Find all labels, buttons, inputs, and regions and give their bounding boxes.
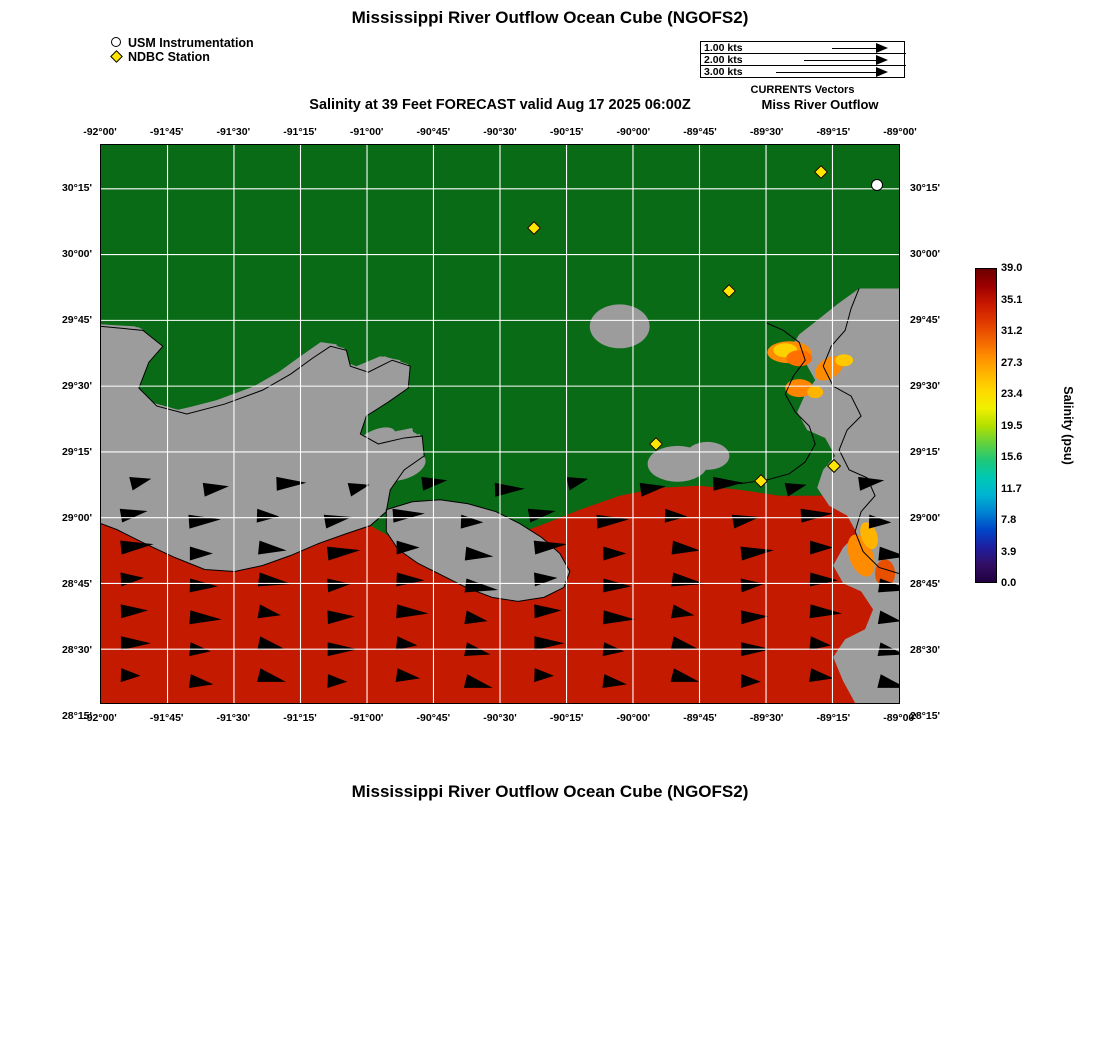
map-panel[interactable] — [100, 144, 900, 704]
vector-arrow-2 — [804, 60, 876, 61]
x-tick-label: -91°15' — [283, 126, 317, 138]
circle-icon — [110, 36, 126, 50]
y-tick-label: 29°30' — [61, 380, 92, 392]
x-tick-label: -89°30' — [749, 126, 784, 138]
colorbar-tick-label: 15.6 — [1001, 451, 1023, 463]
vector-arrow-1 — [832, 48, 876, 49]
x-tick-label: -92°00' — [83, 126, 117, 138]
x-tick-label: -92°00' — [83, 712, 117, 724]
y-tick-label: 28°30' — [910, 644, 941, 656]
colorbar-tick-label: 3.9 — [1001, 545, 1017, 558]
colorbar-tick-label: 27.3 — [1001, 356, 1023, 369]
vector-key-label-3: 3.00 kts — [704, 66, 743, 78]
diamond-icon — [754, 474, 768, 488]
x-tick-label: -89°15' — [816, 126, 851, 138]
x-tick-label: -89°00' — [883, 712, 917, 724]
y-tick-label: 28°45' — [61, 578, 92, 590]
map-subtitle: Salinity at 39 Feet FORECAST valid Aug 17 2025 06:00Z — [309, 97, 691, 113]
diamond-icon — [110, 50, 126, 64]
y-tick-label: 29°00' — [61, 512, 92, 524]
vector-arrow-3 — [776, 72, 876, 73]
y-tick-label: 30°15' — [61, 182, 92, 194]
y-tick-label: 30°15' — [910, 182, 941, 194]
diamond-icon — [649, 437, 663, 451]
vector-key-label-1: 1.00 kts — [704, 42, 743, 54]
x-tick-label: -90°45' — [416, 126, 451, 138]
legend-item-ndbc-label: NDBC Station — [128, 50, 210, 64]
y-tick-label: 29°00' — [910, 512, 941, 524]
x-tick-label: -91°00' — [349, 712, 384, 724]
colorbar — [975, 262, 1085, 589]
x-tick-label: -90°30' — [483, 126, 517, 138]
y-tick-label: 28°15' — [61, 710, 92, 722]
x-tick-label: -91°45' — [149, 126, 184, 138]
x-tick-label: -89°00' — [883, 126, 917, 138]
x-tick-label: -90°30' — [483, 712, 517, 724]
x-tick-label: -90°45' — [416, 712, 451, 724]
colorbar-tick-label: 0.0 — [1001, 577, 1017, 589]
x-tick-label: -91°30' — [216, 712, 251, 724]
legend-item-ndbc — [110, 50, 254, 64]
legend-item-usm-label: USM Instrumentation — [128, 36, 254, 50]
x-tick-label: -90°15' — [549, 126, 584, 138]
vector-key-label-2: 2.00 kts — [704, 54, 743, 66]
colorbar-title: Salinity (psu) — [1061, 386, 1075, 465]
y-tick-label: 28°15' — [910, 710, 941, 722]
x-tick-label: -90°15' — [549, 712, 584, 724]
colorbar-tick-label: 39.0 — [1001, 262, 1023, 274]
map-station-ndbc[interactable] — [755, 475, 767, 487]
diamond-icon — [527, 221, 541, 235]
vector-key-row-3 — [701, 66, 906, 78]
circle-icon — [871, 179, 883, 191]
map-station-ndbc[interactable] — [828, 460, 840, 472]
colorbar-tick-label: 23.4 — [1001, 388, 1023, 400]
vector-arrow-head-2 — [876, 55, 888, 65]
vector-key-row-1 — [701, 42, 906, 54]
x-tick-label: -91°00' — [349, 126, 384, 138]
map-station-ndbc[interactable] — [650, 438, 662, 450]
colorbar-ticks — [1001, 262, 1047, 589]
vector-arrow-head-3 — [876, 67, 888, 77]
y-tick-label: 29°15' — [61, 446, 92, 458]
colorbar-tick-label: 11.7 — [1001, 482, 1022, 495]
x-tick-label: -91°45' — [149, 712, 184, 724]
y-tick-label: 29°15' — [910, 446, 941, 458]
y-tick-label: 28°30' — [61, 644, 92, 656]
x-tick-label: -89°45' — [683, 126, 717, 138]
map-station-ndbc[interactable] — [815, 166, 827, 178]
y-tick-label: 30°00' — [61, 248, 92, 260]
footer-title: Mississippi River Outflow Ocean Cube (NGOFS2) — [351, 782, 749, 801]
x-tick-label: -90°00' — [616, 126, 651, 138]
map-station-ndbc[interactable] — [723, 285, 735, 297]
map-station-usm[interactable] — [871, 179, 883, 191]
vector-arrow-head-1 — [876, 43, 888, 53]
current-vector-key — [700, 41, 905, 78]
colorbar-tick-label: 31.2 — [1001, 325, 1023, 337]
page-title: Mississippi River Outflow Ocean Cube (NGOFS2) — [351, 8, 749, 27]
diamond-icon — [827, 459, 841, 473]
x-tick-label: -89°30' — [749, 712, 784, 724]
y-tick-label: 28°45' — [910, 578, 941, 590]
x-tick-label: -91°30' — [216, 126, 251, 138]
legend-item-usm — [110, 36, 254, 50]
vector-key-row-2 — [701, 54, 906, 66]
x-tick-label: -89°15' — [816, 712, 851, 724]
colorbar-tick-label: 19.5 — [1001, 419, 1023, 432]
colorbar-tick-label: 7.8 — [1001, 514, 1017, 526]
diamond-icon — [814, 165, 828, 179]
salinity-map-canvas[interactable] — [101, 145, 899, 703]
colorbar-tick-label: 35.1 — [1001, 293, 1023, 306]
diamond-icon — [722, 284, 736, 298]
y-tick-label: 29°30' — [910, 380, 941, 392]
x-tick-label: -91°15' — [283, 712, 317, 724]
panel-label: Miss River Outflow — [761, 97, 879, 112]
colorbar-gradient — [975, 268, 997, 583]
x-tick-label: -90°00' — [616, 712, 651, 724]
y-tick-label: 29°45' — [61, 314, 92, 326]
station-legend — [110, 36, 254, 64]
x-tick-label: -89°45' — [683, 712, 717, 724]
y-tick-label: 29°45' — [910, 314, 941, 326]
map-station-ndbc[interactable] — [528, 222, 540, 234]
vector-key-caption: CURRENTS Vectors — [750, 84, 855, 96]
y-tick-label: 30°00' — [910, 248, 941, 260]
